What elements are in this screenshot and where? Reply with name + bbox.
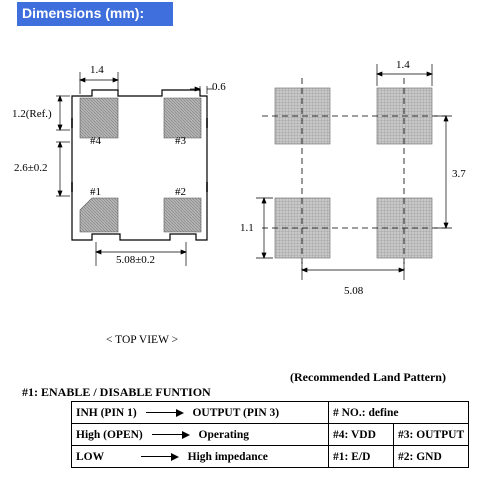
land-pattern-caption: (Recommended Land Pattern) (290, 370, 446, 384)
pad-2 (164, 198, 201, 232)
table-cell (394, 424, 469, 446)
arrow-right-icon (146, 409, 184, 417)
pad-1 (80, 198, 118, 232)
land-pads (275, 88, 432, 258)
tv-dim-ref: 1.2(Ref.) (12, 108, 52, 120)
table-cell (394, 446, 469, 468)
function-table (71, 401, 469, 468)
row-output: High impedance (187, 450, 268, 463)
lp-dim-pitch-y: 3.7 (452, 168, 466, 180)
table-cell (329, 446, 394, 468)
table-cell (72, 402, 329, 424)
lp-dim-pad-height: 1.1 (240, 222, 254, 234)
pin-label-3: #3 (175, 135, 186, 147)
table-cell (72, 446, 329, 468)
tv-dim-width: 5.08±0.2 (116, 254, 156, 266)
pin-2: #2: GND (398, 450, 442, 463)
table-row (72, 424, 469, 446)
row-output: Operating (198, 428, 249, 441)
top-view-caption: < TOP VIEW > (106, 334, 179, 346)
table-row (72, 402, 469, 424)
pin-4: #4: VDD (333, 428, 376, 441)
pin-define: # NO.: define (333, 406, 399, 419)
pin-label-2: #2 (175, 186, 186, 198)
table-cell (329, 424, 394, 446)
lp-dim-pitch-x: 5.08 (344, 285, 364, 297)
arrow-right-icon (141, 453, 179, 461)
pin-1: #1: E/D (333, 450, 371, 463)
pin-3: #3: OUTPUT (398, 428, 465, 441)
row-output: OUTPUT (PIN 3) (192, 406, 280, 419)
row-input: High (OPEN) (76, 428, 143, 441)
pin-label-4: #4 (90, 135, 101, 147)
pad-4 (80, 98, 118, 138)
function-title: #1: ENABLE / DISABLE FUNTION (22, 385, 211, 399)
tv-dim-pad-width: 1.4 (90, 64, 104, 76)
table-cell (72, 424, 329, 446)
arrow-right-icon (152, 431, 190, 439)
lp-dim-pad-width: 1.4 (396, 59, 410, 71)
tv-dim-height: 2.6±0.2 (14, 162, 48, 174)
table-row (72, 446, 469, 468)
row-input: LOW (76, 450, 104, 463)
pad-3 (164, 98, 201, 138)
pin-label-1: #1 (90, 186, 101, 198)
table-cell (329, 402, 469, 424)
row-input: INH (PIN 1) (76, 406, 137, 419)
tv-dim-edge: 0.6 (212, 81, 226, 93)
header-title: Dimensions (mm): (22, 5, 145, 21)
